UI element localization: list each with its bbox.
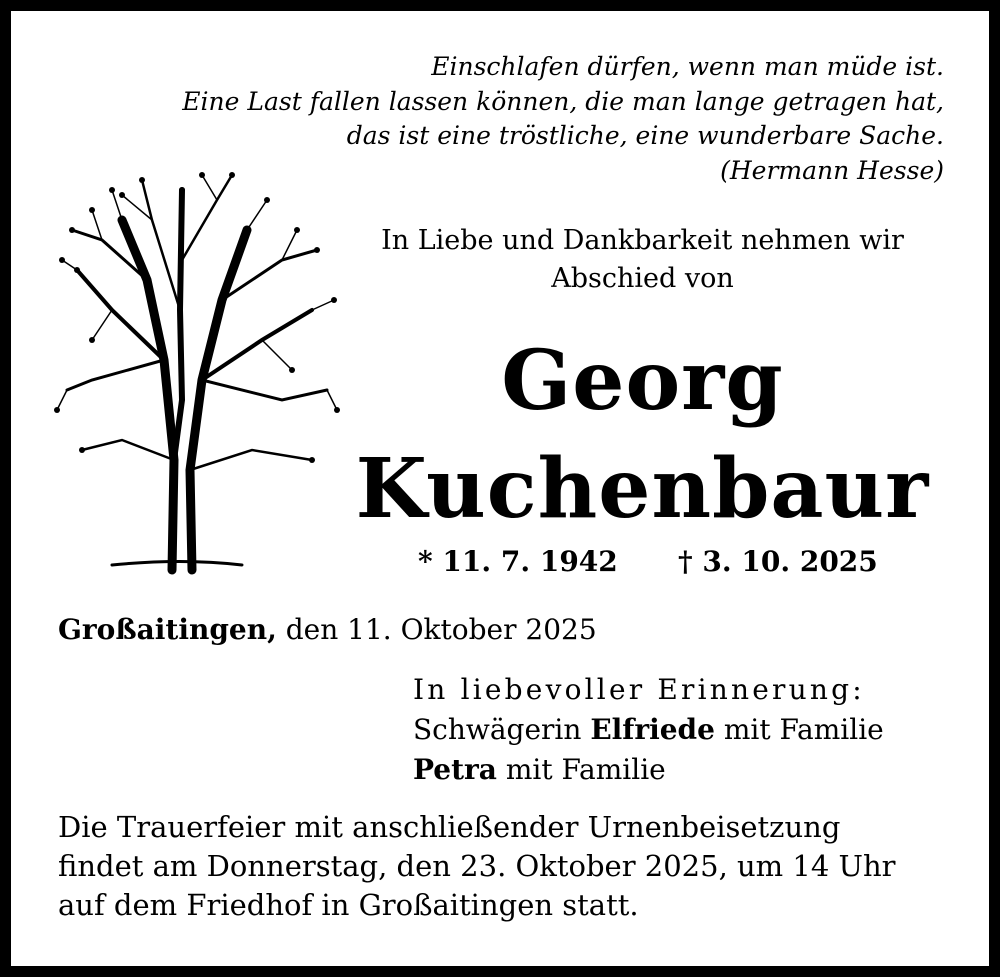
mourner-name: Elfriede (590, 713, 715, 746)
service-line: auf dem Friedhof in Großaitingen statt. (58, 888, 639, 922)
remembrance-heading: In liebevoller Erinnerung: (413, 673, 865, 706)
tree-illustration (52, 160, 342, 585)
quote-line: Einschlafen dürfen, wenn man müde ist. (431, 52, 944, 81)
mourner-relation: Schwägerin (413, 713, 591, 746)
mourner-line (413, 710, 884, 750)
birth-date: * 11. 7. 1942 (418, 545, 618, 578)
mourner-suffix: mit Familie (714, 713, 884, 746)
mourner-name: Petra (413, 753, 497, 786)
death-date: † 3. 10. 2025 (678, 545, 878, 578)
place: Großaitingen, (58, 613, 277, 646)
remembrance-block (413, 670, 884, 790)
deceased-first-name: Georg (501, 333, 784, 429)
quote-line: das ist eine tröstliche, eine wunderbare Sache. (346, 121, 944, 150)
service-line: Die Trauerfeier mit anschließender Urnenbeisetzung (58, 810, 841, 844)
notice-date: den 11. Oktober 2025 (285, 613, 597, 646)
intro-text (345, 222, 940, 298)
mourner-suffix: mit Familie (496, 753, 666, 786)
quote-author: (Hermann Hesse) (720, 155, 944, 185)
quote-line: Eine Last fallen lassen können, die man lange getragen hat, (182, 86, 944, 116)
service-info (58, 808, 896, 925)
place-date (58, 613, 597, 646)
intro-line-1: In Liebe und Dankbarkeit nehmen wir (381, 225, 904, 256)
deceased-last-name: Kuchenbaur (355, 441, 930, 537)
mourner-line (413, 750, 884, 790)
service-line: findet am Donnerstag, den 23. Oktober 2025, um 14 Uhr (58, 849, 896, 883)
intro-line-2: Abschied von (551, 263, 734, 294)
